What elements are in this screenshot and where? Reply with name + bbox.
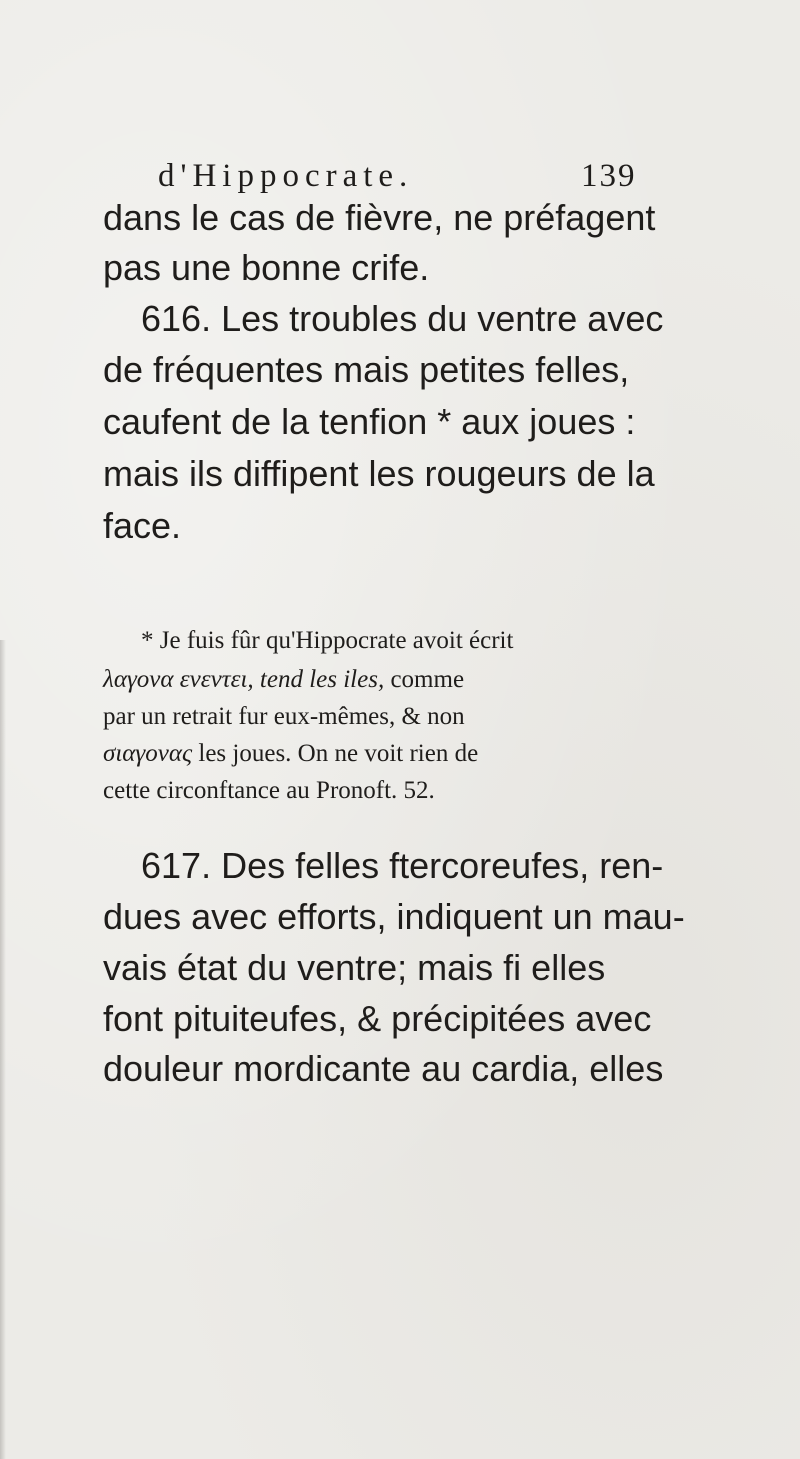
body-line: dues avec efforts, indiquent un mau- xyxy=(103,896,685,937)
body-line: caufent de la tenfion * aux joues : xyxy=(103,401,636,442)
footnote-line xyxy=(103,663,683,697)
body-line: vais état du ventre; mais fi elles xyxy=(103,947,606,988)
footnote-line: * Je fuis fûr qu'Hippocrate avoit écrit xyxy=(141,627,514,654)
body-line: font pituiteufes, & précipitées avec xyxy=(103,998,652,1039)
footnote-line xyxy=(103,737,683,771)
body-line: pas une bonne crife. xyxy=(103,247,430,288)
footnote-line: par un retrait fur eux-mêmes, & non xyxy=(103,703,465,730)
body-line: face. xyxy=(103,505,182,546)
page-number: 139 xyxy=(581,158,637,194)
body-line: dans le cas de fièvre, ne préfagent xyxy=(103,197,656,238)
greek-text: λαγονα ενεντει, xyxy=(103,666,254,693)
running-head xyxy=(0,158,800,198)
greek-text: σιαγονας xyxy=(103,740,193,767)
body-line: douleur mordicante au cardia, elles xyxy=(103,1048,664,1089)
footnote-text: comme xyxy=(384,666,465,693)
footnote-text: les joues. On ne voit rien de xyxy=(192,740,479,767)
aphorism-617-start: 617. Des felles ftercoreufes, ren- xyxy=(141,845,664,886)
body-line: de fréquentes mais petites felles, xyxy=(103,349,630,390)
body-line: mais ils diffipent les rougeurs de la xyxy=(103,453,655,494)
aphorism-616-start: 616. Les troubles du ventre avec xyxy=(141,298,664,339)
running-head-title: d'Hippocrate. xyxy=(158,158,414,194)
italic-gloss: tend les iles, xyxy=(253,666,385,693)
footnote-line: cette circonftance au Pronoft. 52. xyxy=(103,777,435,804)
page-edge-shadow xyxy=(0,640,6,1459)
